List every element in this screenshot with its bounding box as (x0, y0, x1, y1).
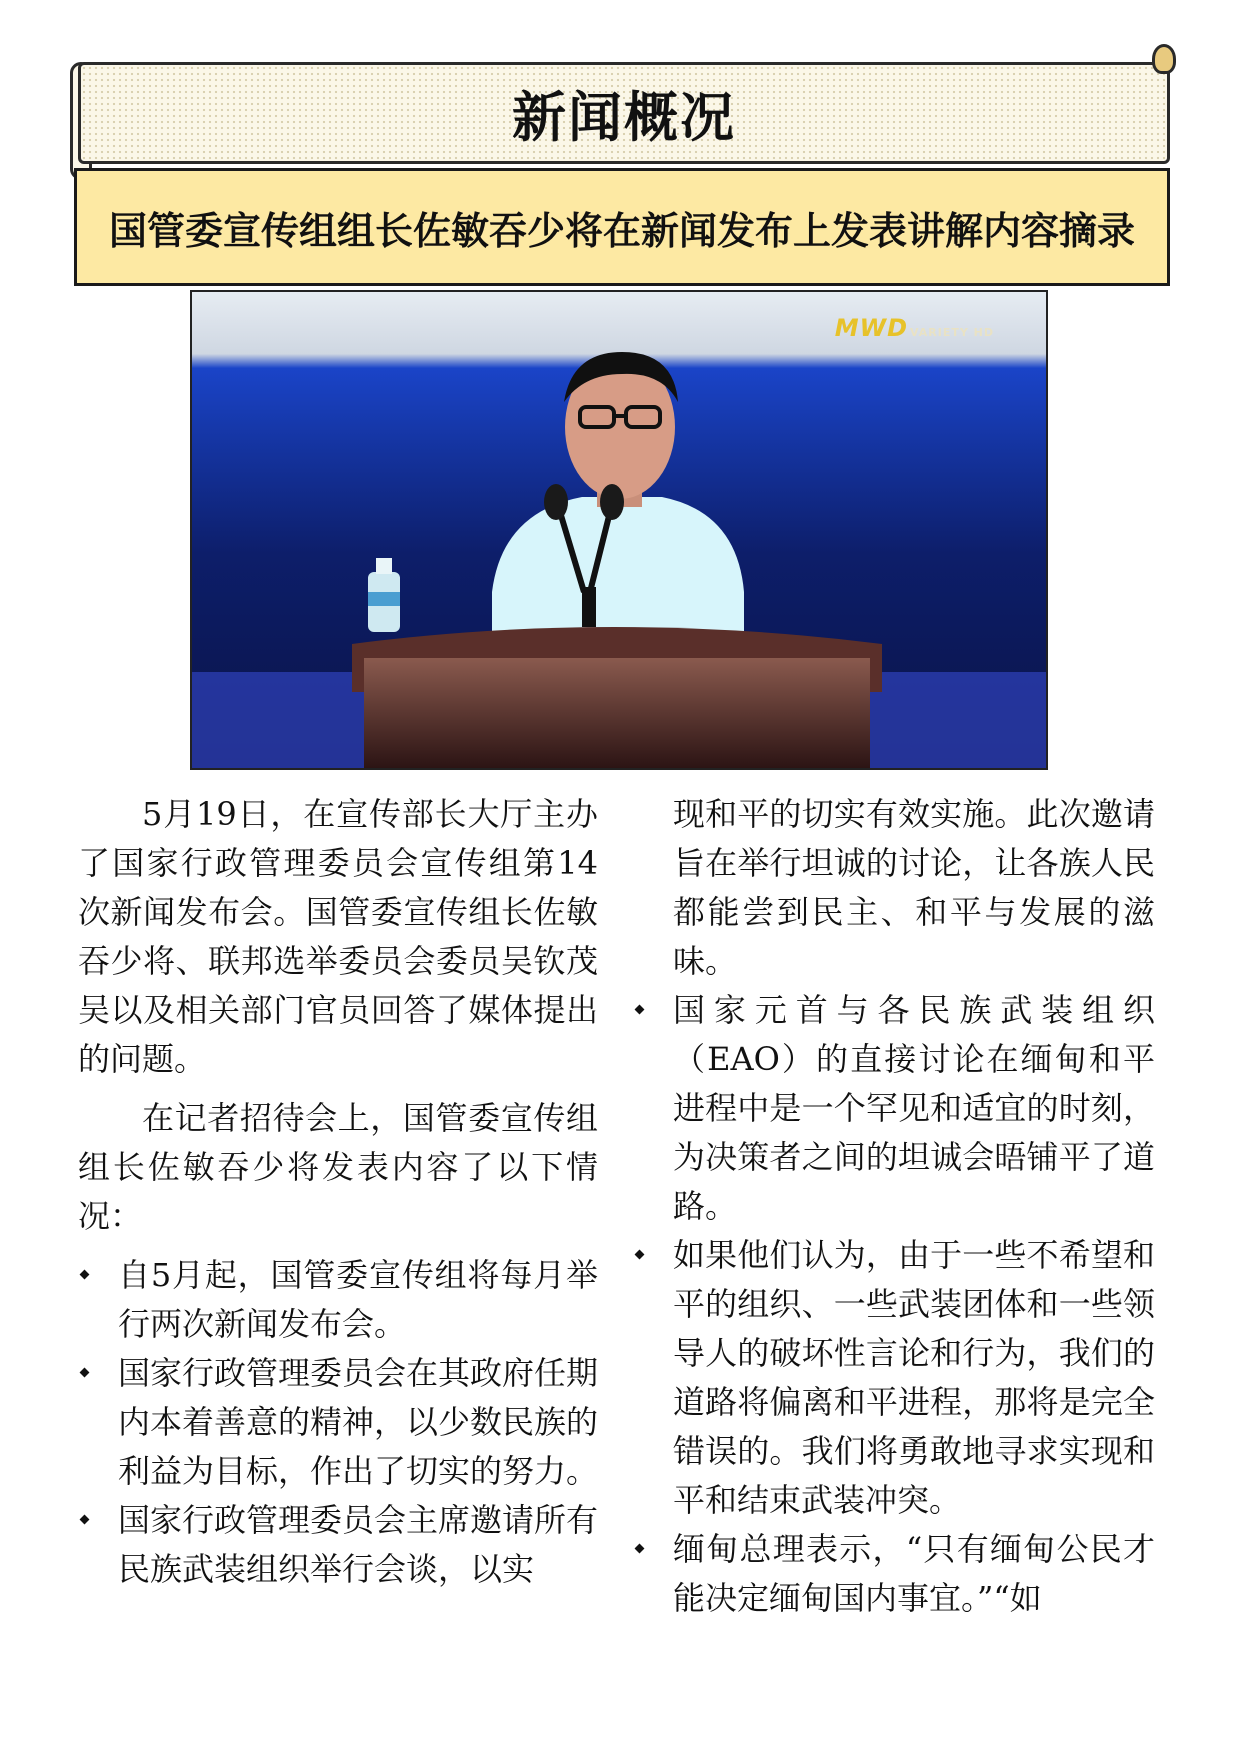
watermark-brand: MWD (834, 314, 908, 342)
article-column-right (633, 790, 1155, 1623)
paragraph: 在记者招待会上，国管委宣传组组长佐敏吞少将发表内容了以下情况： (78, 1099, 598, 1235)
bullet-icon (635, 1005, 645, 1015)
bullet-text: 国家元首与各民族武装组织（EAO）的直接讨论在缅甸和平进程中是一个罕见和适宜的时刻，为决策者之间的坦诚会晤铺平了道路。 (673, 991, 1155, 1225)
bullet-text: 国家行政管理委员会主席邀请所有民族武装组织举行会谈，以实 (118, 1501, 599, 1588)
bullet-icon (80, 1515, 90, 1525)
bullet-icon (635, 1250, 645, 1260)
list-item (78, 1251, 598, 1349)
list-item (633, 1231, 1155, 1525)
podium (364, 658, 870, 768)
speaker-photo-illustration (192, 292, 1046, 768)
watermark-tag: VARIETY HD (910, 326, 994, 339)
bullet-continuation: 现和平的切实有效实施。此次邀请旨在举行坦诚的讨论，让各族人民都能尝到民主、和平与发展的滋味。 (673, 795, 1155, 980)
list-item (633, 986, 1155, 1231)
bullet-icon (80, 1368, 90, 1378)
list-item (633, 1525, 1155, 1623)
article-headline: 国管委宣传组组长佐敏吞少将在新闻发布上发表讲解内容摘录 (108, 208, 1135, 253)
page-title: 新闻概况 (512, 85, 736, 149)
news-photo (190, 290, 1048, 770)
paragraph: 5月19日，在宣传部长大厅主办了国家行政管理委员会宣传组第14次新闻发布会。国管委宣传组长佐敏吞少将、联邦选举委员会委员吴钦茂吴以及相关部门官员回答了媒体提出的问题。 (78, 795, 598, 1078)
article-column-left (78, 790, 598, 1594)
bullet-text: 如果他们认为，由于一些不希望和平的组织、一些武装团体和一些领导人的破坏性言论和行为，我们的道路将偏离和平进程，那将是完全错误的。我们将勇敢地寻求实现和平和结束武装冲突。 (673, 1236, 1155, 1519)
bullet-list (633, 986, 1155, 1623)
bullet-icon (80, 1270, 90, 1280)
bullet-list (78, 1251, 598, 1594)
bullet-icon (635, 1544, 645, 1554)
scroll-curl-right (1152, 44, 1176, 74)
bullet-text: 国家行政管理委员会在其政府任期内本着善意的精神，以少数民族的利益为目标，作出了切实的努力。 (118, 1354, 599, 1490)
title-banner (78, 62, 1170, 164)
channel-watermark (835, 314, 994, 342)
bullet-text: 自5月起，国管委宣传组将每月举行两次新闻发布会。 (118, 1256, 598, 1343)
list-item (78, 1496, 598, 1594)
subtitle-box (74, 168, 1170, 286)
list-item (78, 1349, 598, 1496)
bullet-text: 缅甸总理表示，“只有缅甸公民才能决定缅甸国内事宜。”“如 (673, 1530, 1155, 1617)
